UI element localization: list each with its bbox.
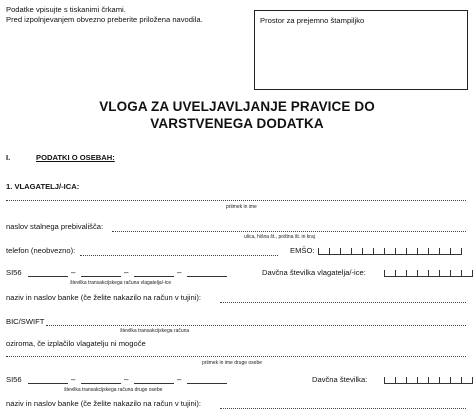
iban-dash-3: – <box>177 268 182 277</box>
other-person-name-field[interactable] <box>6 356 466 357</box>
bank2-label: naziv in naslov banke (če želite nakazilo na račun v tujini): <box>6 399 202 408</box>
form-title-line-2: VARSTVENEGA DODATKA <box>150 116 324 131</box>
tax-number-boxes[interactable] <box>384 269 473 277</box>
iban-dash-2: – <box>124 268 129 277</box>
tax-number-label: Davčna številka vlagatelja/-ice: <box>262 268 366 277</box>
applicant-name-caption: priimek in ime <box>226 204 257 210</box>
iban-dash-1: – <box>71 268 76 277</box>
instruction-line-2: Pred izpolnjevanjem obvezno preberite priložena navodila. <box>6 15 203 24</box>
bic-field[interactable] <box>46 325 466 326</box>
address-field[interactable] <box>112 231 466 232</box>
emso-boxes[interactable] <box>318 247 462 255</box>
address-label: naslov stalnega prebivališča: <box>6 222 104 231</box>
iban2-dash-3: – <box>177 375 182 384</box>
bank2-field[interactable] <box>220 408 466 409</box>
section-number: I. <box>6 153 11 162</box>
instruction-line-1: Podatke vpisujte s tiskanimi črkami. <box>6 5 126 14</box>
tax2-label: Davčna številka: <box>312 375 368 384</box>
applicant-name-field[interactable] <box>6 200 466 201</box>
bic-label: BIC/SWIFT <box>6 317 45 326</box>
iban2-field[interactable] <box>26 375 236 385</box>
section-heading: PODATKI O OSEBAH: <box>36 153 115 162</box>
form-title-line-1: VLOGA ZA UVELJAVLJANJE PRAVICE DO <box>99 99 375 114</box>
iban2-prefix: SI56 <box>6 375 22 384</box>
bank-field[interactable] <box>220 302 466 303</box>
emso-label: EMŠO: <box>290 246 315 255</box>
tax2-boxes[interactable] <box>384 376 473 384</box>
applicant-heading: 1. VLAGATELJ/-ICA: <box>6 182 80 191</box>
iban-field[interactable] <box>26 268 236 278</box>
iban-caption: številka transakcijskega računa vlagatelja/-ice <box>70 280 172 286</box>
other-person-label: oziroma, če izplačilo vlagatelju ni mogoče <box>6 339 146 348</box>
stamp-box <box>254 10 468 90</box>
phone-label: telefon (neobvezno): <box>6 246 76 255</box>
stamp-box-label: Prostor za prejemno štampiljko <box>260 16 365 25</box>
iban-prefix: SI56 <box>6 268 22 277</box>
address-caption: ulica, hišna št., poštna št. in kraj <box>244 234 315 240</box>
other-person-caption: priimek in ime druge osebe <box>202 360 263 366</box>
bic-caption: številka transakcijskega računa <box>120 328 190 334</box>
iban2-dash-2: – <box>124 375 129 384</box>
bank-label: naziv in naslov banke (če želite nakazilo na račun v tujini): <box>6 293 202 302</box>
iban2-caption: številka transakcijskega računa druge osebe <box>64 387 163 393</box>
phone-field[interactable] <box>80 255 278 256</box>
iban2-dash-1: – <box>71 375 76 384</box>
